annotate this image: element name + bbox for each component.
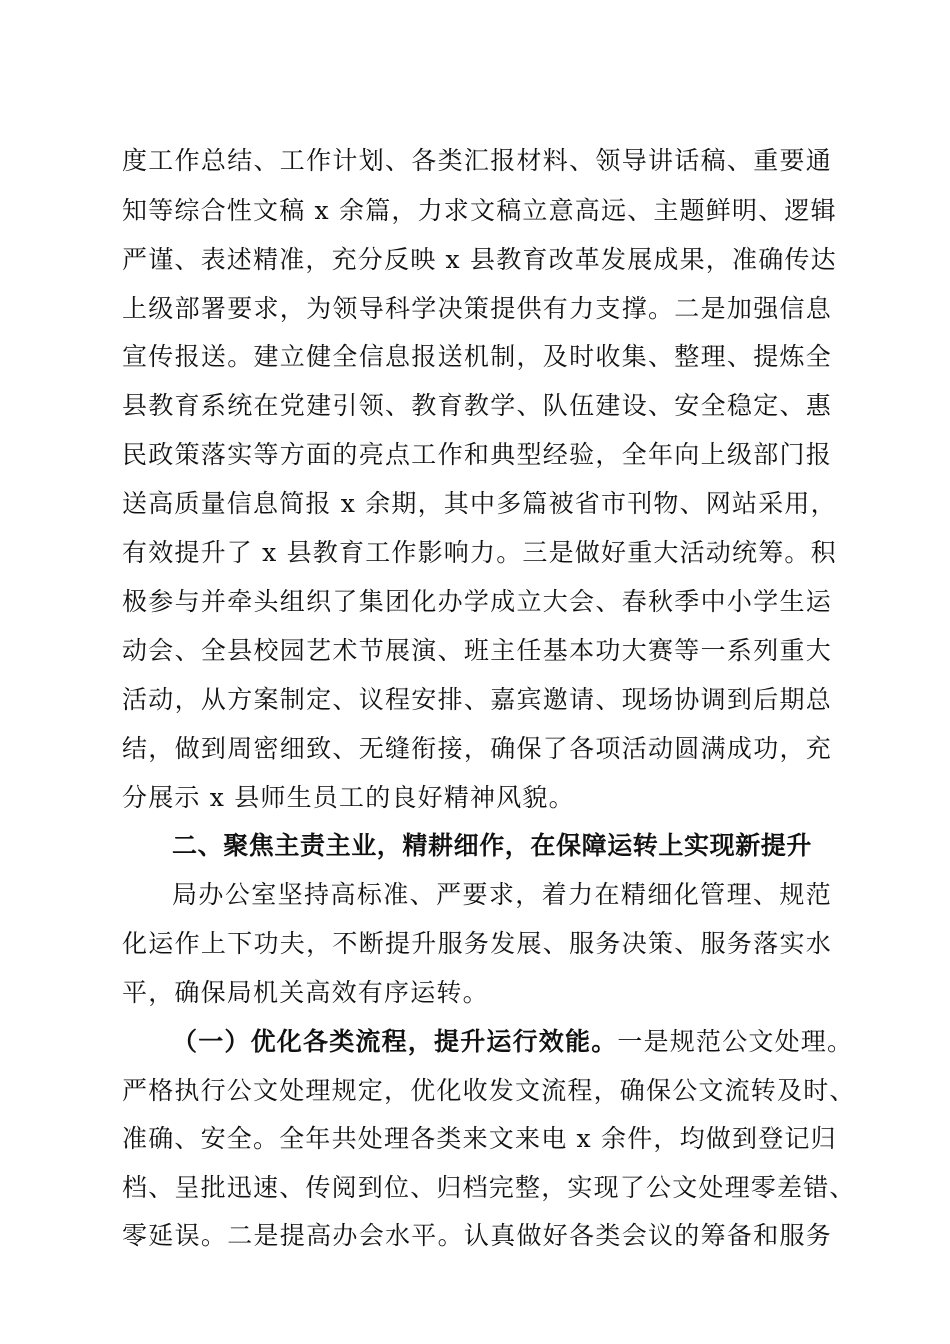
subsection-heading: （一）优化各类流程，提升运行效能。 (172, 1027, 618, 1056)
paragraph-line: 分展示 x 县师生员工的良好精神风貌。 (122, 783, 575, 812)
paragraph-line: 结，做到周密细致、无缝衔接，确保了各项活动圆满成功，充 (122, 734, 832, 763)
paragraph-line: 档、呈批迅速、传阅到位、归档完整，实现了公文处理零差错、 (122, 1173, 856, 1202)
paragraph-line: 严谨、表述精准，充分反映 x 县教育改革发展成果，准确传达 (122, 245, 837, 274)
subsection-lead-line (172, 1027, 854, 1057)
paragraph-line: 局办公室坚持高标准、严要求，着力在精细化管理、规范 (172, 880, 832, 909)
section-heading: 二、聚焦主责主业，精耕细作，在保障运转上实现新提升 (172, 831, 813, 860)
paragraph-line: 知等综合性文稿 x 余篇，力求文稿立意高远、主题鲜明、逻辑 (122, 196, 837, 225)
paragraph-line: 准确、安全。全年共处理各类来文来电 x 余件，均做到登记归 (122, 1124, 837, 1153)
paragraph-line: 化运作上下功夫，不断提升服务发展、服务决策、服务落实水 (122, 929, 832, 958)
paragraph-line: 严格执行公文处理规定，优化收发文流程，确保公文流转及时、 (122, 1076, 856, 1105)
paragraph-line: 活动，从方案制定、议程安排、嘉宾邀请、现场协调到后期总 (122, 685, 832, 714)
paragraph-line: 平，确保局机关高效有序运转。 (122, 978, 489, 1007)
paragraph-line: 民政策落实等方面的亮点工作和典型经验，全年向上级部门报 (122, 440, 832, 469)
paragraph-line: 上级部署要求，为领导科学决策提供有力支撑。二是加强信息 (122, 294, 832, 323)
paragraph-line: 度工作总结、工作计划、各类汇报材料、领导讲话稿、重要通 (122, 146, 832, 175)
subsection-lead-text: 一是规范公文处理。 (617, 1027, 854, 1056)
paragraph-line: 动会、全县校园艺术节展演、班主任基本功大赛等一系列重大 (122, 636, 832, 665)
paragraph-line: 零延误。二是提高办会水平。认真做好各类会议的筹备和服务 (122, 1221, 832, 1250)
paragraph-line: 县教育系统在党建引领、教育教学、队伍建设、安全稳定、惠 (122, 391, 832, 420)
paragraph-line: 送高质量信息简报 x 余期，其中多篇被省市刊物、网站采用， (122, 489, 837, 518)
paragraph-line: 宣传报送。建立健全信息报送机制，及时收集、整理、提炼全 (122, 342, 832, 371)
paragraph-line: 极参与并牵头组织了集团化办学成立大会、春秋季中小学生运 (122, 587, 832, 616)
paragraph-line: 有效提升了 x 县教育工作影响力。三是做好重大活动统筹。积 (122, 538, 837, 567)
